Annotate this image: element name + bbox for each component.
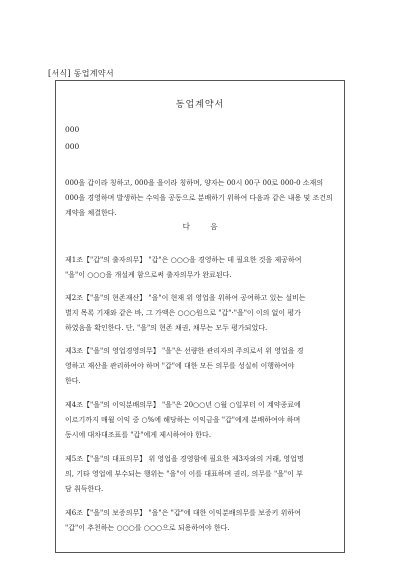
article-line: 제4조【"을"의 이익분배의무】 "을"은 20○○년 ○월 ○일부터 이 계약종료에 bbox=[65, 401, 301, 409]
article-line: 의, 기타 영업에 부수되는 행위는 "을"이 이를 대표하며 권리, 의무를 "을"이 부 bbox=[65, 470, 303, 478]
article-line: 한다. bbox=[65, 377, 81, 385]
article-line: 담 취득한다. bbox=[65, 485, 104, 493]
form-label: [서식] 동업계약서 bbox=[48, 69, 114, 78]
intro-line: 조건의 계약을 체결한다. bbox=[65, 194, 333, 217]
contract-frame bbox=[55, 80, 345, 553]
article-1 bbox=[65, 253, 336, 283]
article-line: 동시에 대차대조표를 "갑"에게 제시하여야 한다. bbox=[65, 431, 212, 439]
article-4 bbox=[65, 398, 336, 443]
article-line: 제2조【"을"의 현존재산】 "을"이 현재 위 영업을 위하여 공여하고 있는 설비는 bbox=[65, 294, 306, 302]
article-line: 하였음을 확인한다. 단, "을"의 현존 채권, 채무는 모두 평가되었다. bbox=[65, 324, 268, 332]
article-line: 제1조【"갑"의 출자의무】 "갑"은 ○○○을 경영하는 데 필요한 것을 제공하여 bbox=[65, 256, 302, 264]
article-line: 제5조【"을"의 대표의무】 위 영업을 경영함에 필요한 제3자와의 거래, 영업명 bbox=[65, 455, 304, 463]
article-line: 별지 목록 기재와 같은 바, 그 가액은 ○○○원으로 "갑"·"을"이 이의 없이 평가 bbox=[65, 309, 301, 317]
intro-line: 000을 경영하며 발생하는 수익을 공동으로 분배하기 위하여 다음과 같은 내용 및 bbox=[65, 194, 311, 202]
party-a: 000 bbox=[65, 125, 80, 134]
intro-paragraph bbox=[65, 176, 335, 221]
article-line: "갑"이 추천하는 ○○○를 ○○○으로 되용하여야 한다. bbox=[65, 524, 230, 532]
party-b: 000 bbox=[65, 142, 80, 151]
article-5 bbox=[65, 452, 336, 497]
article-line: 제3조【"을"의 영업경영의무】 "을"은 선량한 관리자의 주의로서 위 영업을 경 bbox=[65, 347, 304, 355]
section-heading: 다 음 bbox=[182, 222, 218, 231]
article-3 bbox=[65, 344, 336, 389]
article-line: "을"이 ○○○을 개설케 함으로써 출자의무가 완료된다. bbox=[65, 271, 232, 279]
intro-line: 000을 갑이라 칭하고, 000을 을이라 칭하며, 양자는 00시 00구 00로 000-0 소재의 bbox=[65, 179, 324, 187]
article-line: 영하고 재산을 관리하여야 하며 "갑"에 대한 모든 의무를 성실히 이행하여야 bbox=[65, 362, 295, 370]
article-line: 이르기까지 매월 이익 중 ○%에 해당하는 이익금을 "갑"에게 분배하여야 하며 bbox=[65, 416, 301, 424]
article-6 bbox=[65, 506, 336, 536]
document-title: 동업계약서 bbox=[175, 100, 225, 110]
article-2 bbox=[65, 291, 336, 336]
article-line: 제6조【"을"의 보증의무】 "을"은 "갑"에 대한 이익분배의무를 보증키 위하여 bbox=[65, 509, 301, 517]
